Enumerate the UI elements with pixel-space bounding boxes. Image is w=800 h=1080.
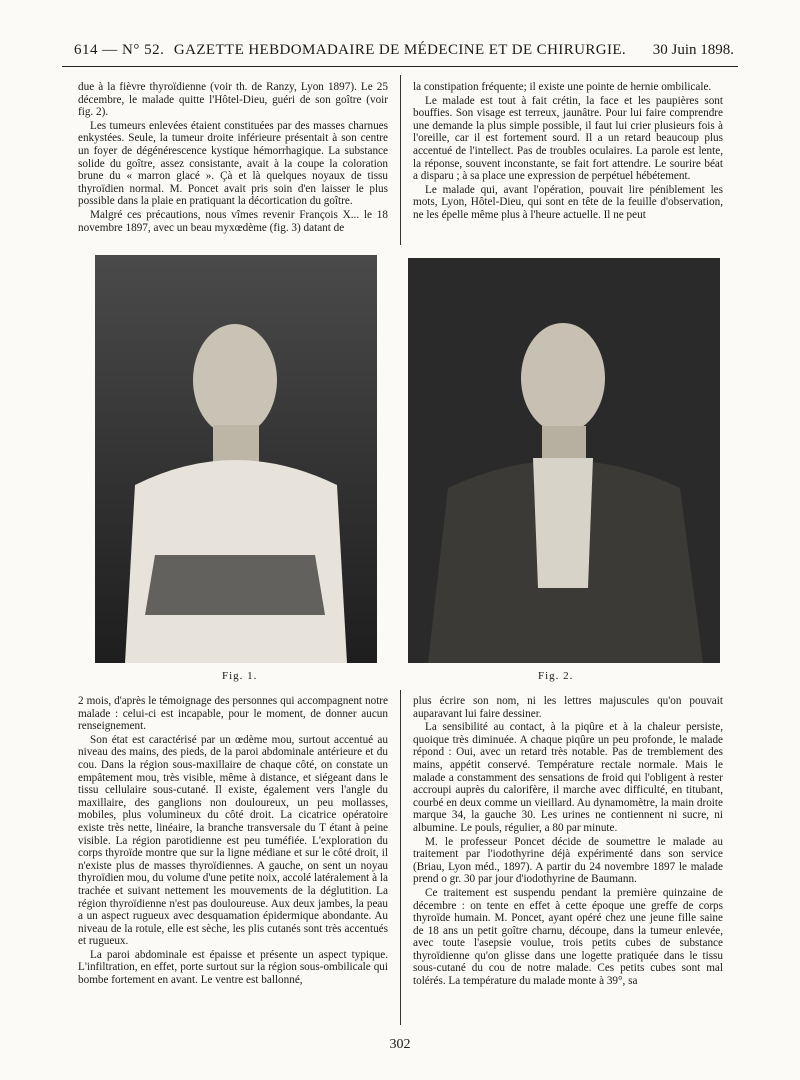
paragraph: Son état est caractérisé par un œdème mou, surtout accentué au niveau des mains, des pieds, de la paroi abdominale antérieure et du cou. Dans la région sous-maxillaire de chaque côté, on constate un empâtement mou, très visible, même à distance, et siégeant dans le tissu cellulaire sous-cutané. Il existe, également vers l'angle du maxillaire, des ganglions non douloureux, un peu mollasses, mobiles, plus volumineux du côté droit. La cicatrice opératoire existe très nette, linéaire, la branche transversale du T étant à peine visible. La région parotidienne est peu tuméfiée. L'exploration du corps thyroïde montre que sur la ligne médiane et sur le côté droit, il n'existe plus de masses thyroïdiennes. A gauche, on sent un noyau thyroïdien mou, du volume d'une petite noix, accolé latéralement à la trachée et suivant nettement les mouvements de la déglutition. La région thyroïdienne n'est pas douloureuse. Aux deux jambes, la peau a un aspect rugueux avec desquamation épidermique abondante. Au niveau de la rotule, elle est sèche, les plis cutanés sont très accentués et rugueux. — [78, 733, 388, 948]
paragraph: M. le professeur Poncet décide de soumettre le malade au traitement par l'iodothyrine déjà expérimenté dans son service (Briau, Lyon méd., 1897). A partir du 24 novembre 1897 le malade prend o gr. 30 par jour d'iodothyrine de Baumann. — [413, 835, 723, 886]
running-header — [62, 40, 738, 67]
paragraph: 2 mois, d'après le témoignage des personnes qui accompagnent notre malade : celui-ci est incapable, pour le moment, de donner aucun renseignement. — [78, 695, 388, 733]
paragraph: Les tumeurs enlevées étaient constituées par des masses charnues enkystées. Seule, la tumeur droite inférieure présentait à son centre un foyer de dégénérescence kystique hémorrhagique. La substance solide du goître, assez consistante, avait à la coupe la coloration brune du « marron glacé ». Çà et là quelques noyaux de tissu thyroïdien normal. M. Poncet avait pris soin d'en laisser le plus possible dans la plaie en pratiquant la décortication du goître. — [78, 119, 388, 208]
text-column-right-bottom — [413, 695, 723, 989]
paragraph: Ce traitement est suspendu pendant la première quinzaine de décembre : on tente en effet à cette époque une greffe de corps thyroïde humain. M. Poncet, ayant opéré chez une jeune fille saine de 18 ans un petit goître charnu, découpe, dans la tumeur enlevée, avec toute l'asepsie voulue, trois petits cubes de substance thyroïdienne qu'on glisse dans une logette pratiquée dans le tissu sous-cutané du cou de notre malade. Ces petits cubes sont mal tolérés. La température du malade monte à 39°, sa — [413, 886, 723, 988]
paragraph: Le malade qui, avant l'opération, pouvait lire péniblement les mots, Lyon, Hôtel-Dieu, qui sont en tête de la feuille d'observation, ne les épelle même plus à l'heure actuelle. Il ne peut — [413, 183, 723, 221]
header-date: 30 Juin 1898. — [652, 42, 734, 58]
column-divider — [400, 690, 401, 1025]
text-column-left-top — [78, 81, 388, 235]
paragraph: Le malade est tout à fait crétin, la face et les paupières sont bouffies. Son visage est terreux, jaunâtre. Pour lui faire comprendre une demande la plus simple possible, il faut lui crier plusieurs fois à l'oreille, car il est fortement sourd. Il a un retard beaucoup plus accentué de l'intellect. Pas de troubles oculaires. La parole est lente, la réponse, souvent inconstante, se fait fort attendre. Le sourire béat a disparu ; à sa place une expression de perpétuel hébétement. — [413, 94, 723, 183]
figure-1-caption: Fig. 1. — [222, 670, 258, 682]
journal-title: GAZETTE HEBDOMADAIRE DE MÉDECINE ET DE CHIRURGIE. — [173, 42, 627, 58]
paragraph: plus écrire son nom, ni les lettres majuscules qu'on pouvait auparavant lui faire dessiner. — [413, 695, 723, 720]
page-number: 302 — [389, 1037, 411, 1052]
paragraph: la constipation fréquente; il existe une pointe de hernie ombilicale. — [413, 81, 712, 93]
paragraph: due à la fièvre thyroïdienne (voir th. de Ranzy, Lyon 1897). Le 25 décembre, le malade quitte l'Hôtel-Dieu, guéri de son goître (voir fig. 2). — [78, 81, 388, 119]
column-divider — [400, 75, 401, 245]
patient-portrait-jacket — [408, 258, 720, 663]
text-column-right-top — [413, 81, 723, 223]
header-page-issue: 614 — N° 52. — [74, 42, 165, 58]
figure-2-caption: Fig. 2. — [538, 670, 574, 682]
paragraph: Malgré ces précautions, nous vîmes revenir François X... le 18 novembre 1897, avec un beau myxœdème (fig. 3) datant de — [78, 208, 388, 234]
patient-portrait-shirtless — [95, 255, 377, 663]
paragraph: La sensibilité au contact, à la piqûre et à la chaleur persiste, quoique très diminuée. A chaque piqûre un peu profonde, le malade répond : Oui, avec un retard très notable. Pas de tremblement des mains, appétit conservé. Température rectale normale. Mais le malade a constamment des sensations de froid qui l'obligent à rester accroupi auprès du calorifère, il marche avec difficulté, en titubant, courbé en deux comme un vieillard. Au dynamomètre, la main droite marque 34, la gauche 30. Les urines ne contiennent ni sucre, ni albumine. Le pouls, régulier, a 80 par minute. — [413, 721, 723, 834]
figure-1-photograph — [95, 255, 377, 663]
text-column-left-bottom — [78, 695, 388, 988]
figure-2-photograph — [408, 258, 720, 663]
paragraph: La paroi abdominale est épaisse et présente un aspect typique. L'infiltration, en effet, porte surtout sur la région sous-ombilicale qui bombe fortement en avant. Le ventre est ballonné, — [78, 948, 388, 987]
